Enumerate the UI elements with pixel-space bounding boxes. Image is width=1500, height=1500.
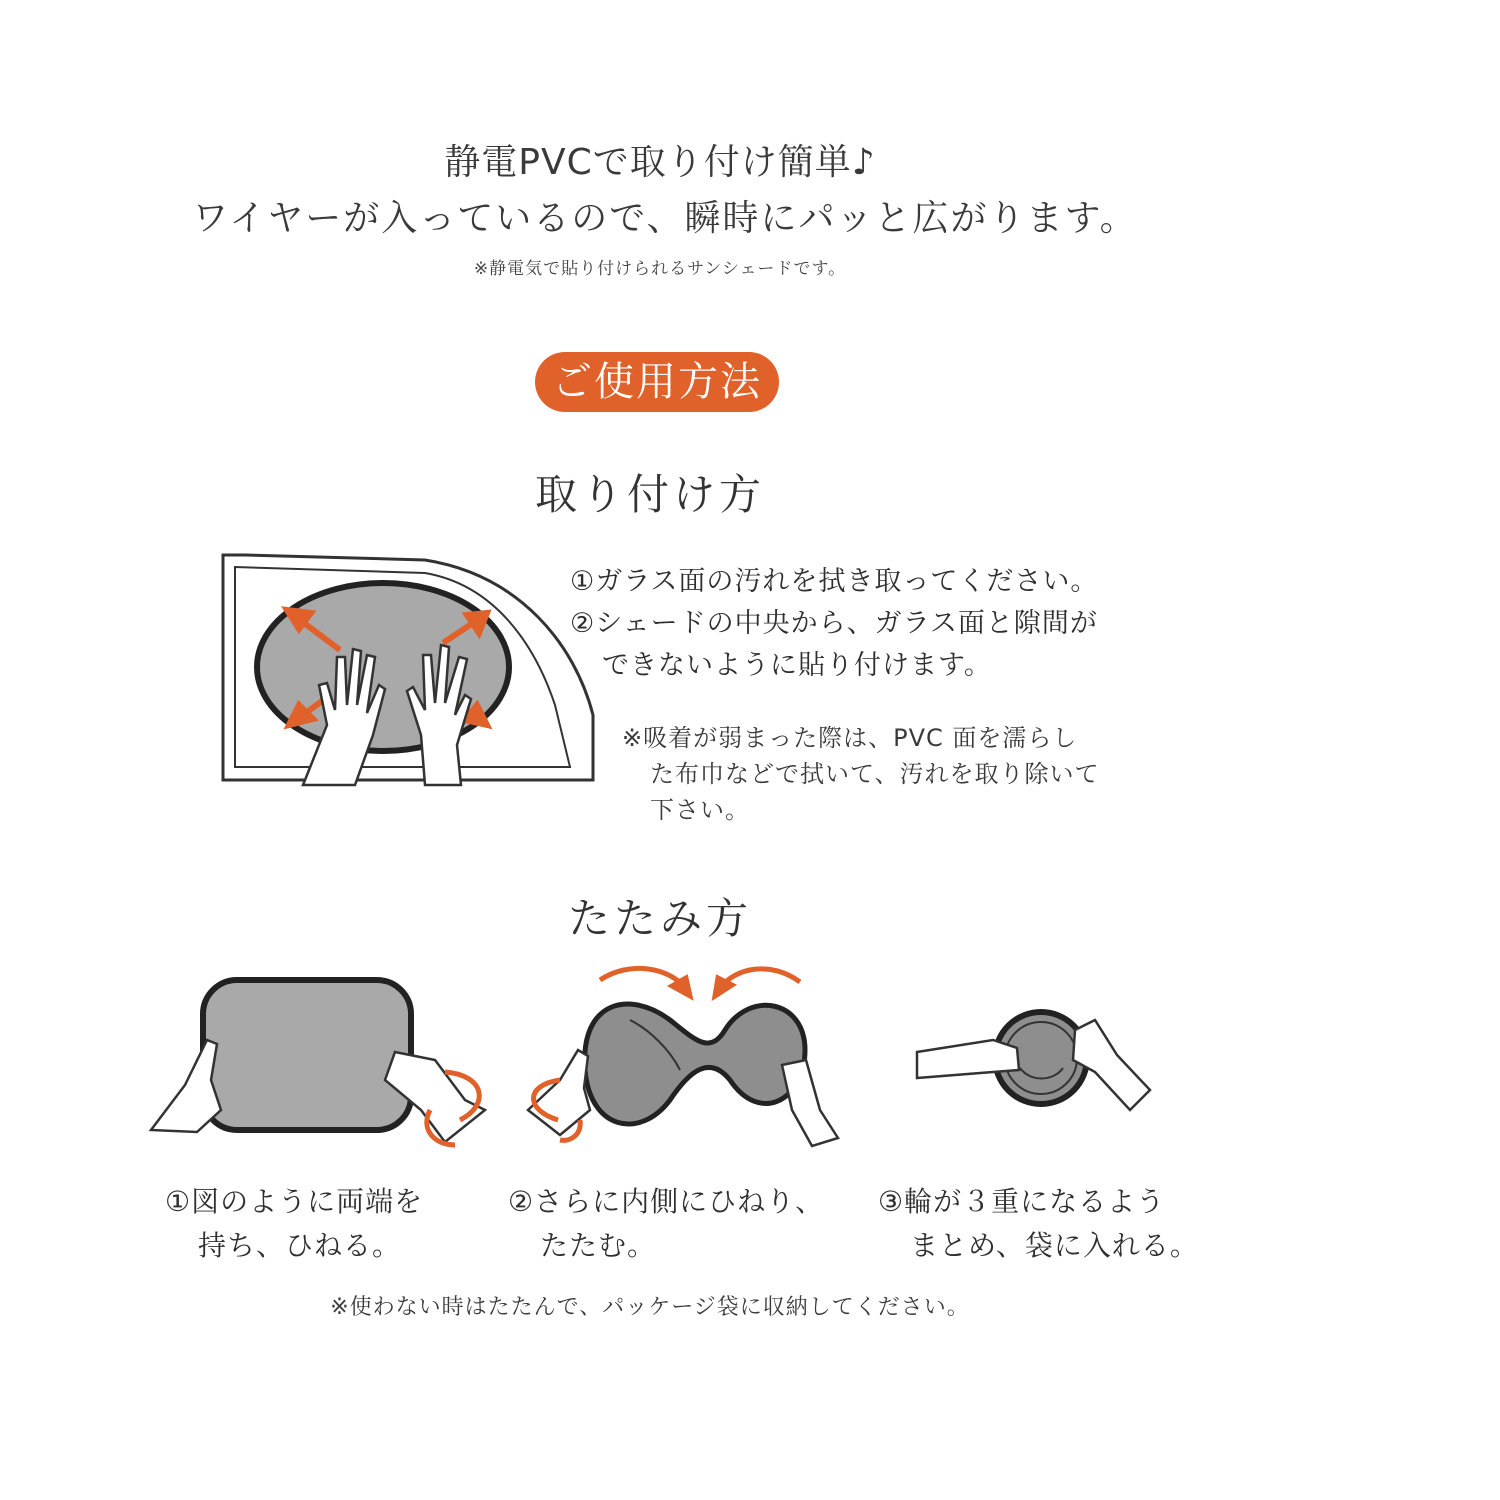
attach-note-line-1: ※吸着が弱まった際は、PVC 面を濡らし	[622, 724, 1078, 752]
attach-step-1: ①ガラス面の汚れを拭き取ってください。	[570, 566, 1099, 597]
fold-step-3-illustration	[905, 960, 1175, 1160]
fold-step-3-line-2: まとめ、袋に入れる。	[910, 1229, 1199, 1262]
fold-step-1-line-1: ①図のように両端を	[165, 1185, 424, 1218]
intro-headline: 静電PVCで取り付け簡単♪	[444, 142, 876, 183]
fold-step-2-line-1: ②さらに内側にひねり、	[508, 1185, 825, 1218]
fold-step-1-line-2: 持ち、ひねる。	[198, 1229, 402, 1262]
sunshade-flat	[203, 980, 411, 1130]
attach-step-2: ②シェードの中央から、ガラス面と隙間が	[570, 608, 1098, 639]
intro-subheadline: ワイヤーが入っているので、瞬時にパッと広がります。	[192, 198, 1138, 239]
rotate-arrow-icon	[600, 968, 800, 996]
fold-step-3-line-1: ③輪が３重になるよう	[878, 1185, 1166, 1218]
attach-note-line-2: た布巾などで拭いて、汚れを取り除いて	[650, 760, 1100, 788]
intro-note: ※静電気で貼り付けられるサンシェードです。	[473, 259, 847, 279]
attach-section-title: 取り付け方	[534, 470, 765, 519]
fold-step-1-illustration	[145, 960, 495, 1160]
usage-badge: ご使用方法	[535, 352, 779, 412]
sunshade-twisted	[585, 1004, 805, 1124]
car-window-illustration	[215, 545, 595, 795]
attach-note-line-3: 下さい。	[650, 796, 750, 824]
attach-step-2-continued: できないように貼り付けます。	[602, 650, 992, 681]
fold-section-title: たたみ方	[567, 894, 752, 943]
fold-step-2-line-2: たたむ。	[540, 1229, 657, 1262]
fold-storage-note: ※使わない時はたたんで、パッケージ袋に収納してください。	[330, 1295, 970, 1320]
fold-step-2-illustration	[520, 960, 850, 1160]
